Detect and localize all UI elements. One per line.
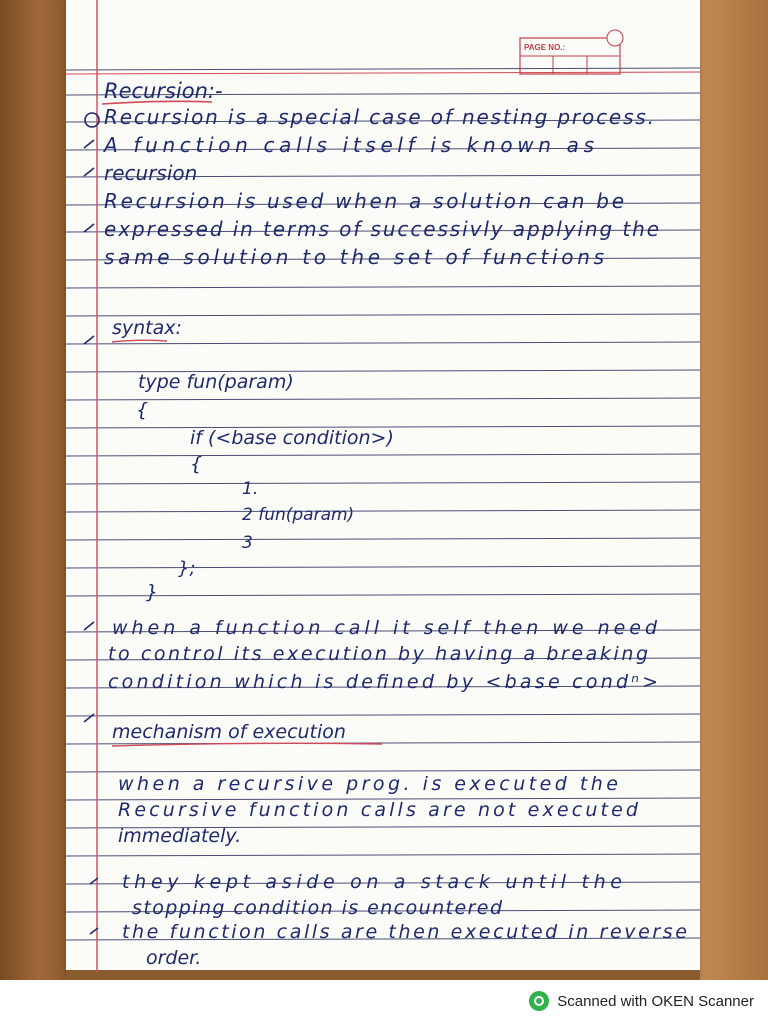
note-line: to control its execution by having a breaking [108, 643, 649, 665]
note-line: Recursion is a special case of nesting process. [104, 105, 654, 129]
scanner-footer [0, 980, 768, 1024]
note-line: stopping condition is encountered [132, 897, 502, 919]
code-line: { [136, 399, 149, 421]
code-line: type fun(param) [138, 371, 294, 393]
code-line: 2 fun(param) [242, 505, 355, 525]
scanner-brand [529, 990, 754, 1012]
code-line: { [190, 453, 203, 475]
code-line: if (<base condition>) [190, 427, 394, 449]
note-line: order. [146, 947, 202, 969]
code-line: } [146, 581, 159, 603]
heading: Recursion:- [104, 79, 223, 103]
note-line: immediately. [118, 825, 242, 847]
syntax-underline [112, 340, 167, 342]
note-line: they kept aside on a stack until the [122, 871, 622, 893]
note-line: the function calls are then executed in reverse [122, 921, 688, 943]
note-line: A function calls itself is known as [104, 133, 594, 157]
mechanism-heading: mechanism of execution [112, 721, 346, 743]
note-line: expressed in terms of successivly applying the [104, 217, 659, 241]
note-line: when a function call it self then we need [112, 617, 658, 639]
code-line: 1. [242, 479, 259, 499]
note-line: same solution to the set of functions [104, 245, 605, 269]
note-line: Recursive function calls are not executed [118, 799, 638, 821]
code-line: }; [178, 558, 196, 579]
note-line: Recursion is used when a solution can be [104, 189, 624, 213]
scanner-logo-icon [529, 991, 549, 1011]
code-line: 3 [242, 533, 253, 553]
page-number-box [520, 30, 623, 74]
note-line: condition which is defined by <base condⁿ> [108, 671, 658, 693]
note-line: recursion [104, 161, 198, 185]
syntax-heading: syntax: [112, 317, 182, 339]
page-number-label: PAGE NO.: [524, 43, 566, 52]
scanner-label: Scanned with OKEN Scanner [557, 992, 754, 1010]
note-line: when a recursive prog. is executed the [118, 773, 618, 795]
